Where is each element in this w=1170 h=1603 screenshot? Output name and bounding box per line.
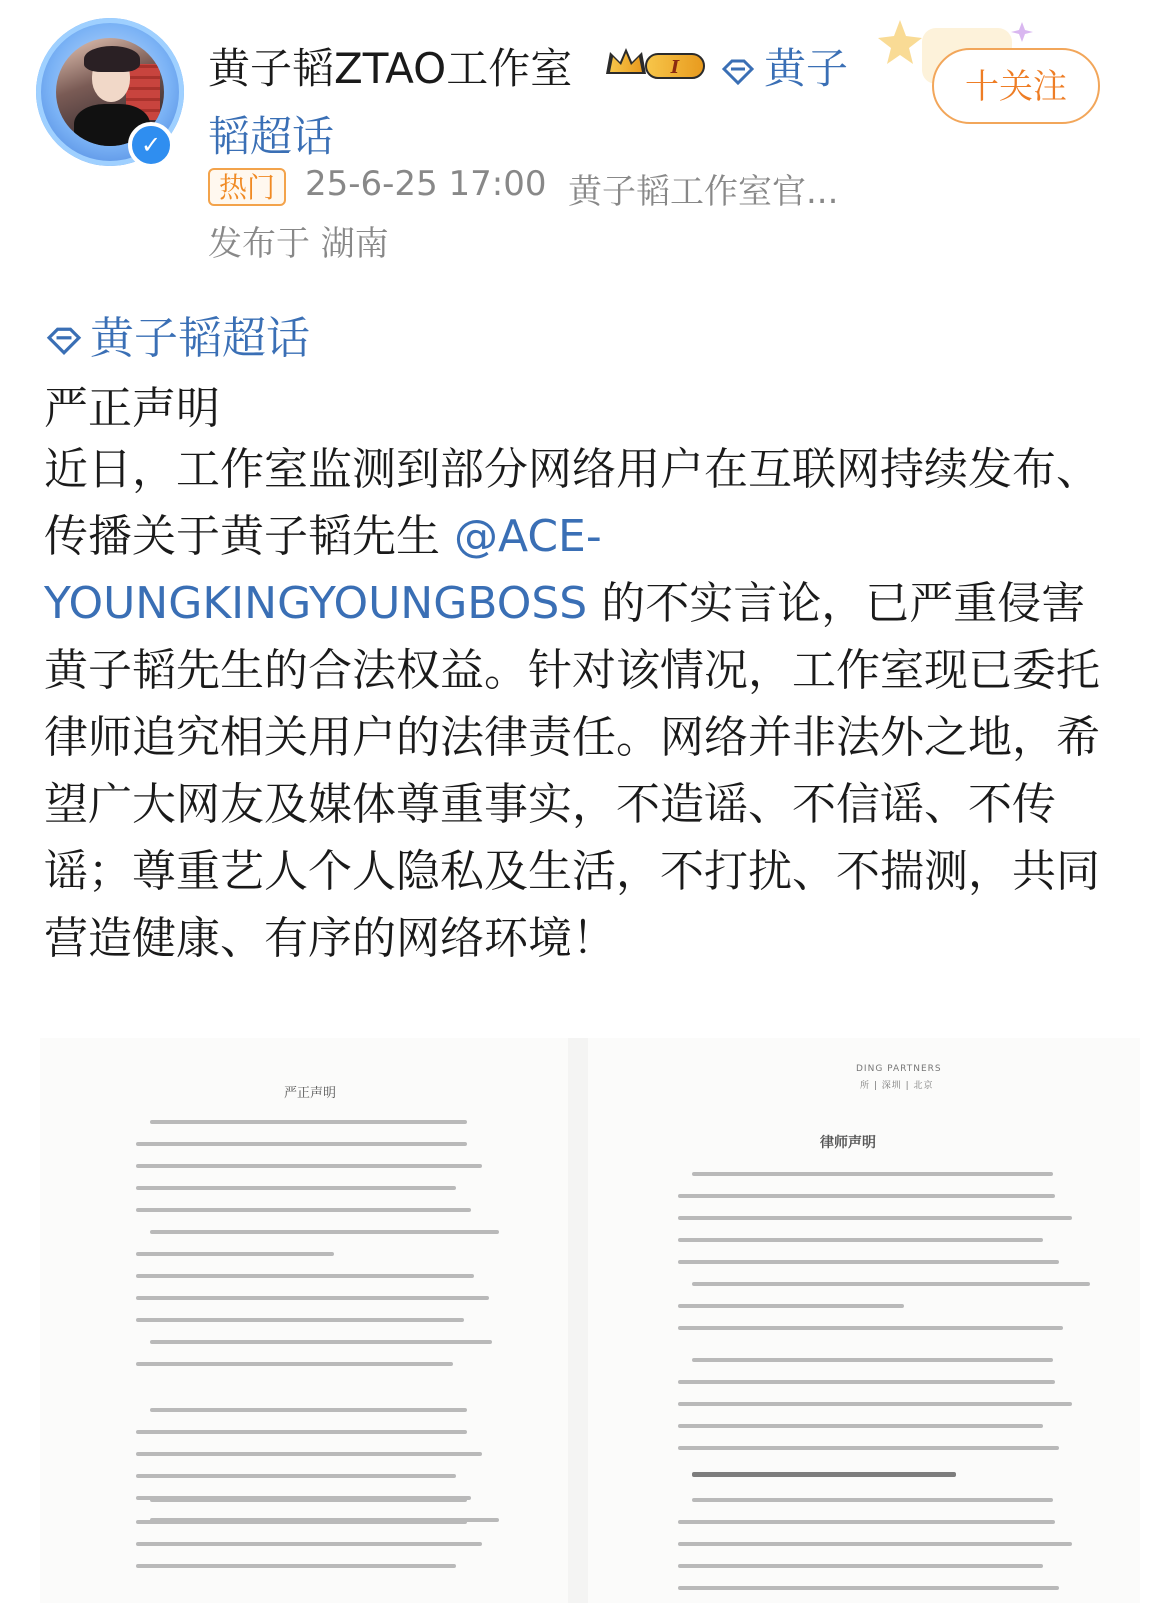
- verified-badge-icon: ✓: [128, 122, 174, 168]
- document-text-line: [136, 1430, 467, 1434]
- document-text-line: [136, 1474, 456, 1478]
- document-text-line: [678, 1326, 1063, 1330]
- document-text-line: [678, 1238, 1043, 1242]
- document-text-line: [678, 1520, 1055, 1524]
- supertopic-link-first: 黄子: [764, 44, 849, 93]
- document-text-line: [678, 1402, 1072, 1406]
- topic-label: 黄子韬超话: [90, 313, 310, 364]
- account-name[interactable]: 黄子韬ZTAO工作室: [208, 44, 573, 93]
- document-text-line: [692, 1172, 1053, 1176]
- doc2-header: DING PARTNERS: [856, 1064, 942, 1074]
- document-text-line: [678, 1564, 1043, 1568]
- document-text-line: [678, 1542, 1072, 1546]
- hot-tag: 热门: [208, 168, 286, 206]
- document-text-line: [136, 1296, 489, 1300]
- supertopic-diamond-icon: [720, 57, 756, 87]
- supertopic-link-rest[interactable]: 韬超话: [208, 112, 335, 161]
- post-source[interactable]: 黄子韬工作室官...: [568, 172, 839, 212]
- doc2-subheader: 所 | 深圳 | 北京: [860, 1081, 934, 1091]
- document-text-line: [678, 1304, 904, 1308]
- document-text-line: [692, 1498, 1053, 1502]
- document-text-line: [136, 1252, 334, 1256]
- post-text-after: 的不实言论，已严重侵害黄子韬先生的合法权益。针对该情况，工作室现已委托律师追究相关用户的法律责任。网络并非法外之地，希望广大网友及媒体尊重事实，不造谣、不信谣、不传谣；尊重艺人个人隐私及生活，不打扰、不揣测，共同营造健康、有序的网络环境！: [44, 578, 1100, 964]
- document-text-line: [678, 1194, 1055, 1198]
- document-text-line: [678, 1424, 1043, 1428]
- post-title: 严正声明: [44, 383, 220, 434]
- document-text-line: [692, 1472, 956, 1477]
- document-text-line: [678, 1260, 1059, 1264]
- doc2-title: 律师声明: [820, 1135, 876, 1151]
- document-text-line: [150, 1120, 467, 1124]
- post-location: 发布于 湖南: [208, 224, 389, 264]
- document-text-line: [136, 1186, 456, 1190]
- follow-button[interactable]: 十关注: [932, 48, 1100, 124]
- doc1-title: 严正声明: [284, 1086, 337, 1101]
- document-text-line: [150, 1340, 492, 1344]
- document-text-line: [136, 1274, 474, 1278]
- level-text: I: [670, 57, 680, 78]
- mention-link[interactable]: @ACE-YOUNGKINGYOUNGBOSS: [44, 511, 602, 629]
- document-text-line: [678, 1586, 1059, 1590]
- supertopic-link[interactable]: [720, 36, 848, 96]
- document-text-line: [136, 1142, 467, 1146]
- post-body: [44, 436, 1104, 972]
- document-text-line: [150, 1498, 467, 1502]
- document-text-line: [678, 1446, 1059, 1450]
- lawyer-statement-document-image[interactable]: [588, 1038, 1140, 1603]
- document-text-line: [678, 1380, 1055, 1384]
- document-text-line: [678, 1216, 1072, 1220]
- document-text-line: [136, 1208, 471, 1212]
- topic-link[interactable]: [44, 302, 310, 366]
- document-text-line: [692, 1358, 1053, 1362]
- document-text-line: [150, 1408, 467, 1412]
- post-time: 25-6-25 17:00: [305, 164, 547, 204]
- document-text-line: [692, 1282, 1090, 1286]
- document-text-line: [136, 1452, 482, 1456]
- attachment-images[interactable]: [40, 1038, 1140, 1603]
- topic-diamond-icon: [44, 325, 84, 357]
- document-text-line: [136, 1564, 456, 1568]
- document-text-line: [136, 1164, 482, 1168]
- document-text-line: [136, 1520, 467, 1524]
- document-text-line: [136, 1318, 464, 1322]
- document-text-line: [150, 1230, 499, 1234]
- statement-document-image[interactable]: [40, 1038, 568, 1603]
- crown-level-badge-icon: [602, 44, 710, 86]
- document-text-line: [136, 1362, 453, 1366]
- post-text-before: 近日，工作室监测到部分网络用户在互联网持续发布、传播关于黄子韬先生: [44, 444, 1100, 562]
- document-text-line: [136, 1542, 482, 1546]
